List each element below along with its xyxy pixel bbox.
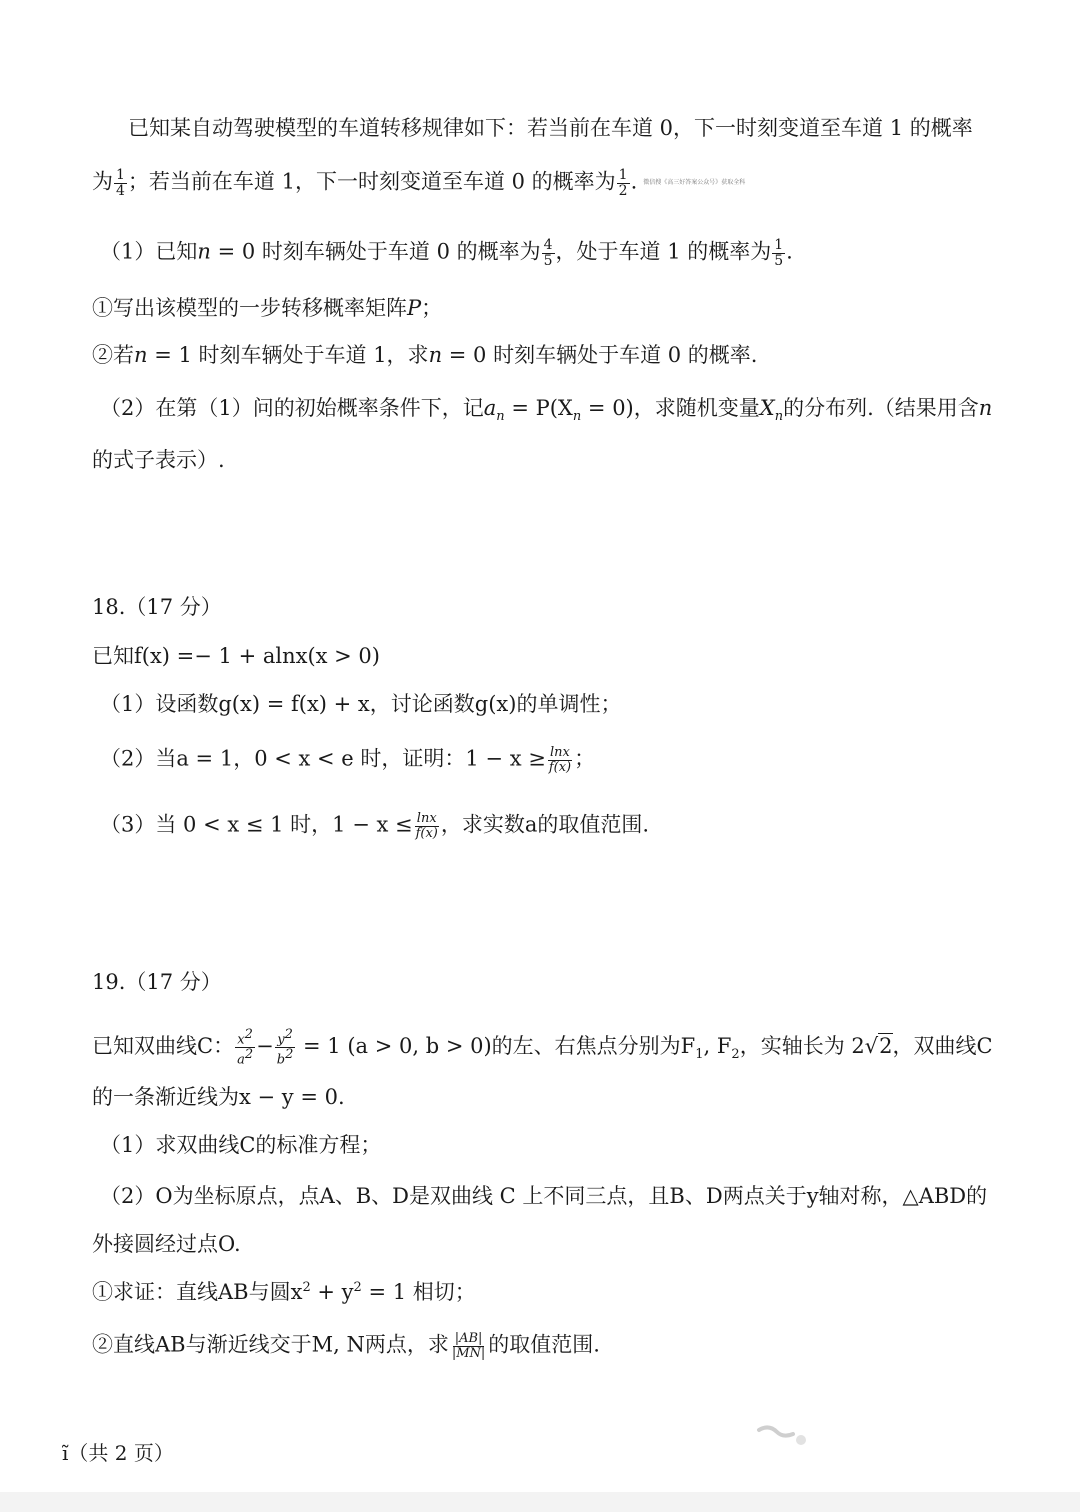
- p17-q2-line2: 的式子表示）.: [92, 448, 225, 472]
- fraction-lnx-over-fx: $\frac{\ln x}{f(x)}$: [415, 811, 438, 841]
- fraction-one-quarter: $\frac{1}{4}$: [116, 167, 125, 199]
- fraction-four-fifths: $\frac{4}{5}$: [543, 237, 553, 269]
- p17-q2-line1: （2）在第（1）问的初始概率条件下，记$a_n = P(X_n = 0)$，求随机变量$X_n$的分布列.（结果用含n: [100, 396, 993, 425]
- watermark-logo-icon: [755, 1422, 815, 1450]
- fraction-x2-over-a2: $\frac{x2}{a2}$: [237, 1027, 254, 1068]
- p18-q1: （1）设函数g(x) = f(x) + x，讨论函数g(x)的单调性；: [100, 692, 622, 716]
- p17-intro-line1: 已知某自动驾驶模型的车道转移规律如下：若当前在车道 0，下一时刻变道至车道 1 的概率: [128, 116, 973, 140]
- p17-q1-i: ①写出该模型的一步转移概率矩阵P；: [92, 296, 443, 320]
- p19-given-line2: 的一条渐近线为x − y = 0.: [92, 1085, 345, 1109]
- p19-q2-line1: （2）O为坐标原点，点A、B、D是双曲线 C 上不同三点，且B、D两点关于y轴对称，△ABD的: [100, 1184, 988, 1208]
- p18-header: 18.（17 分）: [92, 595, 222, 619]
- fraction-ab-over-mn: $\frac{|AB|}{|MN|}$: [451, 1331, 486, 1361]
- p18-q2: （2）当a = 1，0 < x < e 时，证明：1 − x ≥ $\frac{\ln x}{f(x)}$ ；: [100, 745, 596, 775]
- p19-given-line1: 已知双曲线C： $\frac{x2}{a2}$ − $\frac{y2}{b2}$ = 1 (a > 0, b > 0)的左、右焦点分别为$F_1$, $F_2$，实轴长为 2√2，双曲线C: [92, 1027, 993, 1068]
- watermark-note: 微信搜《高三好答案公众号》获取全科: [643, 179, 746, 187]
- fraction-y2-over-b2: $\frac{y2}{b2}$: [276, 1027, 294, 1068]
- p17-intro-line2: 为 $\frac{1}{4}$ ；若当前在车道 1，下一时刻变道至车道 0 的概率为 $\frac{1}{2}$ . 微信搜《高三好答案公众号》获取全科: [92, 167, 746, 199]
- bottom-edge-shadow: [0, 1492, 1080, 1512]
- p19-q2-i: ①求证：直线AB与圆$x^2 + y^2 = 1$ 相切；: [92, 1280, 476, 1304]
- page-footer: ĩ（共 2 页）: [62, 1441, 174, 1465]
- fraction-one-half: $\frac{1}{2}$: [618, 167, 628, 199]
- p19-header: 19.（17 分）: [92, 970, 222, 994]
- p18-q3: （3）当 0 < x ≤ 1 时，1 − x ≤ $\frac{\ln x}{f(x)}$ ，求实数a的取值范围.: [100, 811, 650, 841]
- p19-q2-line2: 外接圆经过点O.: [92, 1232, 241, 1256]
- p19-q1: （1）求双曲线C的标准方程；: [100, 1133, 382, 1157]
- fraction-one-fifth: $\frac{1}{5}$: [774, 237, 784, 269]
- p17-q1-ii: ②若n = 1 时刻车辆处于车道 1，求n = 0 时刻车辆处于车道 0 的概率.: [92, 343, 758, 367]
- p17-q1: （1）已知n = 0 时刻车辆处于车道 0 的概率为 $\frac{4}{5}$ ，处于车道 1 的概率为 $\frac{1}{5}$ .: [100, 237, 793, 269]
- p19-q2-ii: ②直线AB与渐近线交于M, N两点，求 $\frac{|AB|}{|MN|}$ 的取值范围.: [92, 1331, 600, 1361]
- p18-given: 已知f(x) =− 1 + alnx(x > 0): [92, 644, 380, 668]
- fraction-lnx-over-fx: $\frac{\ln x}{f(x)}$: [548, 745, 572, 775]
